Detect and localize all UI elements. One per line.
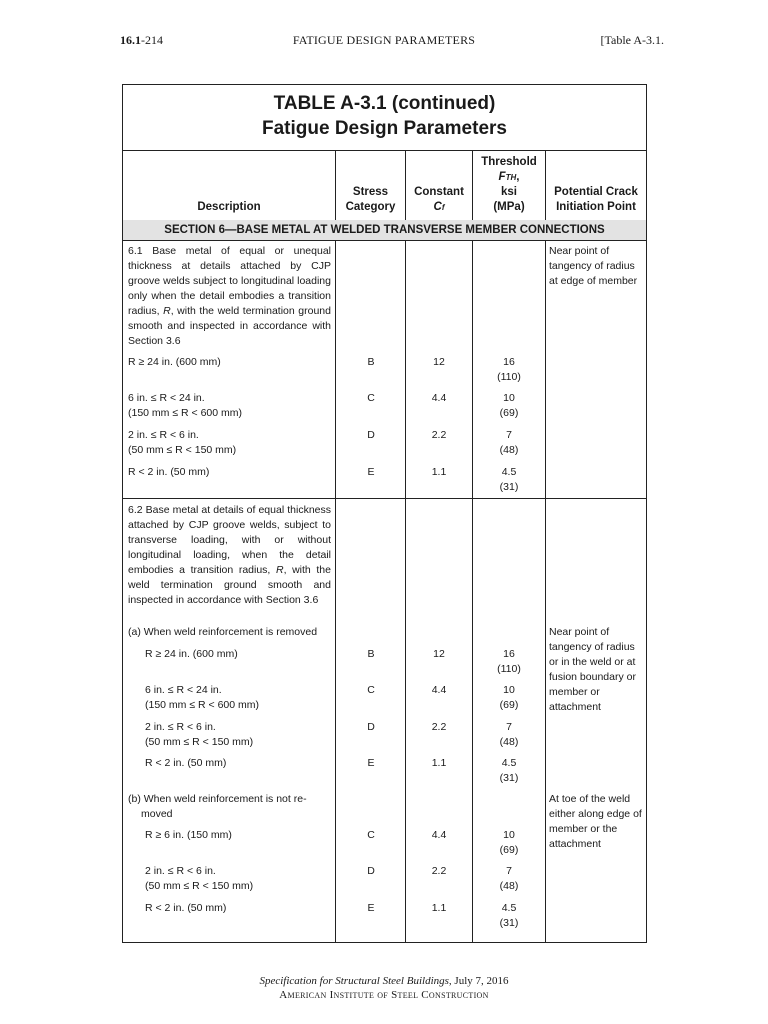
entry-6-2-description: 6.2 Base metal at details of equal thickness attached by CJP groove welds, subject to transverse loading, with or without longitudinal loading, when the detail embodies a transition radius, R, with the weld termination ground smooth and inspected in accordance with Section 3.6 [128,504,331,606]
entry-6-2-sub-b-label: (b) When weld reinforcement is not re- moved [128,793,307,820]
entry-6-1-row-1-constant: 12 [433,356,445,368]
footer-spec-line: Specification for Structural Steel Buildings, July 7, 2016 [259,975,509,987]
table-title-line-1: TABLE A-3.1 (continued) [273,93,496,114]
entry-6-2b-row-3-constant: 1.1 [431,902,447,914]
footer-publisher: American Institute of Steel Construction [279,989,489,1001]
entry-6-2-sub-b-crack-point: At toe of the weld either along edge of member or the attachment [549,793,642,850]
entry-6-1-row-4-constant: 1.1 [431,466,447,478]
entry-6-1-row-4-range: R < 2 in. (50 mm) [128,466,210,478]
entry-6-2a-row-2-category: C [367,684,375,696]
table-title-line-2: Fatigue Design Parameters [262,118,507,139]
entry-6-2-sub-a-label: (a) When weld reinforcement is removed [128,626,318,638]
page-footer [0,974,768,1002]
entry-6-1-description: 6.1 Base metal of equal or unequal thickness at details attached by CJP groove welds subject to longitudinal loading only when the detail embodies a transition radius, R, with the weld termination ground smooth and inspected in accordance with Section 3.6 [128,245,331,347]
entry-6-2b-row-3-category: E [367,902,375,914]
entry-6-1-row-3-range: 2 in. ≤ R < 6 in. (50 mm ≤ R < 150 mm) [128,429,237,456]
header-description: Description [197,201,261,213]
entry-6-1-row-3-constant: 2.2 [431,429,447,441]
entry-6-2-sub-a-crack-point: Near point of tangency of radius or in the weld or at fusion boundary or member or attachment [549,626,636,713]
entry-6-2a-row-4-constant: 1.1 [431,757,447,769]
entry-6-2a-row-4-range: R < 2 in. (50 mm) [145,757,227,769]
entry-6-1-row-2-category: C [367,392,375,404]
entry-6-1-row-3-threshold: 7 (48) [499,429,519,456]
entry-6-2b-row-1-category: C [367,829,375,841]
entry-6-2a-row-1-range: R ≥ 24 in. (600 mm) [145,648,238,660]
section-6-heading: SECTION 6—BASE METAL AT WELDED TRANSVERSE MEMBER CONNECTIONS [123,220,646,241]
entry-6-2a-row-1-category: B [367,648,375,660]
entry-6-1-row-1-category: B [367,356,375,368]
page-number: 16.1-214 [120,33,163,47]
entry-6-2b-row-2-constant: 2.2 [431,865,447,877]
entry-6-2b-row-3-threshold: 4.5 (31) [499,902,519,929]
entry-6-2b-row-1-range: R ≥ 6 in. (150 mm) [145,829,232,841]
entry-6-2a-row-2-range: 6 in. ≤ R < 24 in. (150 mm ≤ R < 600 mm) [145,684,259,711]
table-body [123,85,646,942]
entry-6-1-row-1-range: R ≥ 24 in. (600 mm) [128,356,221,368]
row-separator [123,498,646,499]
entry-6-2a-row-2-constant: 4.4 [431,684,447,696]
entry-6-2a-row-2-threshold: 10 (69) [499,684,519,711]
entry-6-1-row-4-threshold: 4.5 (31) [499,466,519,493]
entry-6-1-crack-point: Near point of tangency of radius at edge of member [549,245,638,287]
header-crack-point: Potential Crack Initiation Point [554,186,638,213]
fatigue-table [122,84,647,943]
entry-6-2b-row-2-threshold: 7 (48) [499,865,519,892]
entry-6-1-row-4-category: E [367,466,375,478]
entry-6-2b-row-2-category: D [367,865,375,877]
entry-6-2a-row-3-constant: 2.2 [431,721,447,733]
header-stress-category: Stress Category [345,186,396,213]
header-threshold: Threshold FTH, ksi (MPa) [481,156,537,213]
entry-6-2a-row-3-threshold: 7 (48) [499,721,519,748]
entry-6-2a-row-1-threshold: 16 (110) [497,648,521,675]
entry-6-2a-row-4-threshold: 4.5 (31) [499,757,519,784]
header-constant: Constant Cf [414,186,464,213]
entry-6-2a-row-4-category: E [367,757,375,769]
entry-6-2b-row-1-constant: 4.4 [431,829,447,841]
entry-6-2b-row-2-range: 2 in. ≤ R < 6 in. (50 mm ≤ R < 150 mm) [145,865,254,892]
running-head-title: FATIGUE DESIGN PARAMETERS [292,33,476,47]
running-head [0,33,768,49]
entry-6-1-row-1-threshold: 16 (110) [497,356,521,383]
entry-6-2b-row-1-threshold: 10 (69) [499,829,519,856]
entry-6-2a-row-3-category: D [367,721,375,733]
entry-6-2a-row-1-constant: 12 [433,648,445,660]
entry-6-2b-row-3-range: R < 2 in. (50 mm) [145,902,227,914]
running-head-table-ref: [Table A-3.1. [600,33,664,47]
entry-6-1-row-2-constant: 4.4 [431,392,447,404]
entry-6-2a-row-3-range: 2 in. ≤ R < 6 in. (50 mm ≤ R < 150 mm) [145,721,254,748]
entry-6-1-row-2-threshold: 10 (69) [499,392,519,419]
entry-6-1-row-3-category: D [367,429,375,441]
entry-6-1-row-2-range: 6 in. ≤ R < 24 in. (150 mm ≤ R < 600 mm) [128,392,242,419]
